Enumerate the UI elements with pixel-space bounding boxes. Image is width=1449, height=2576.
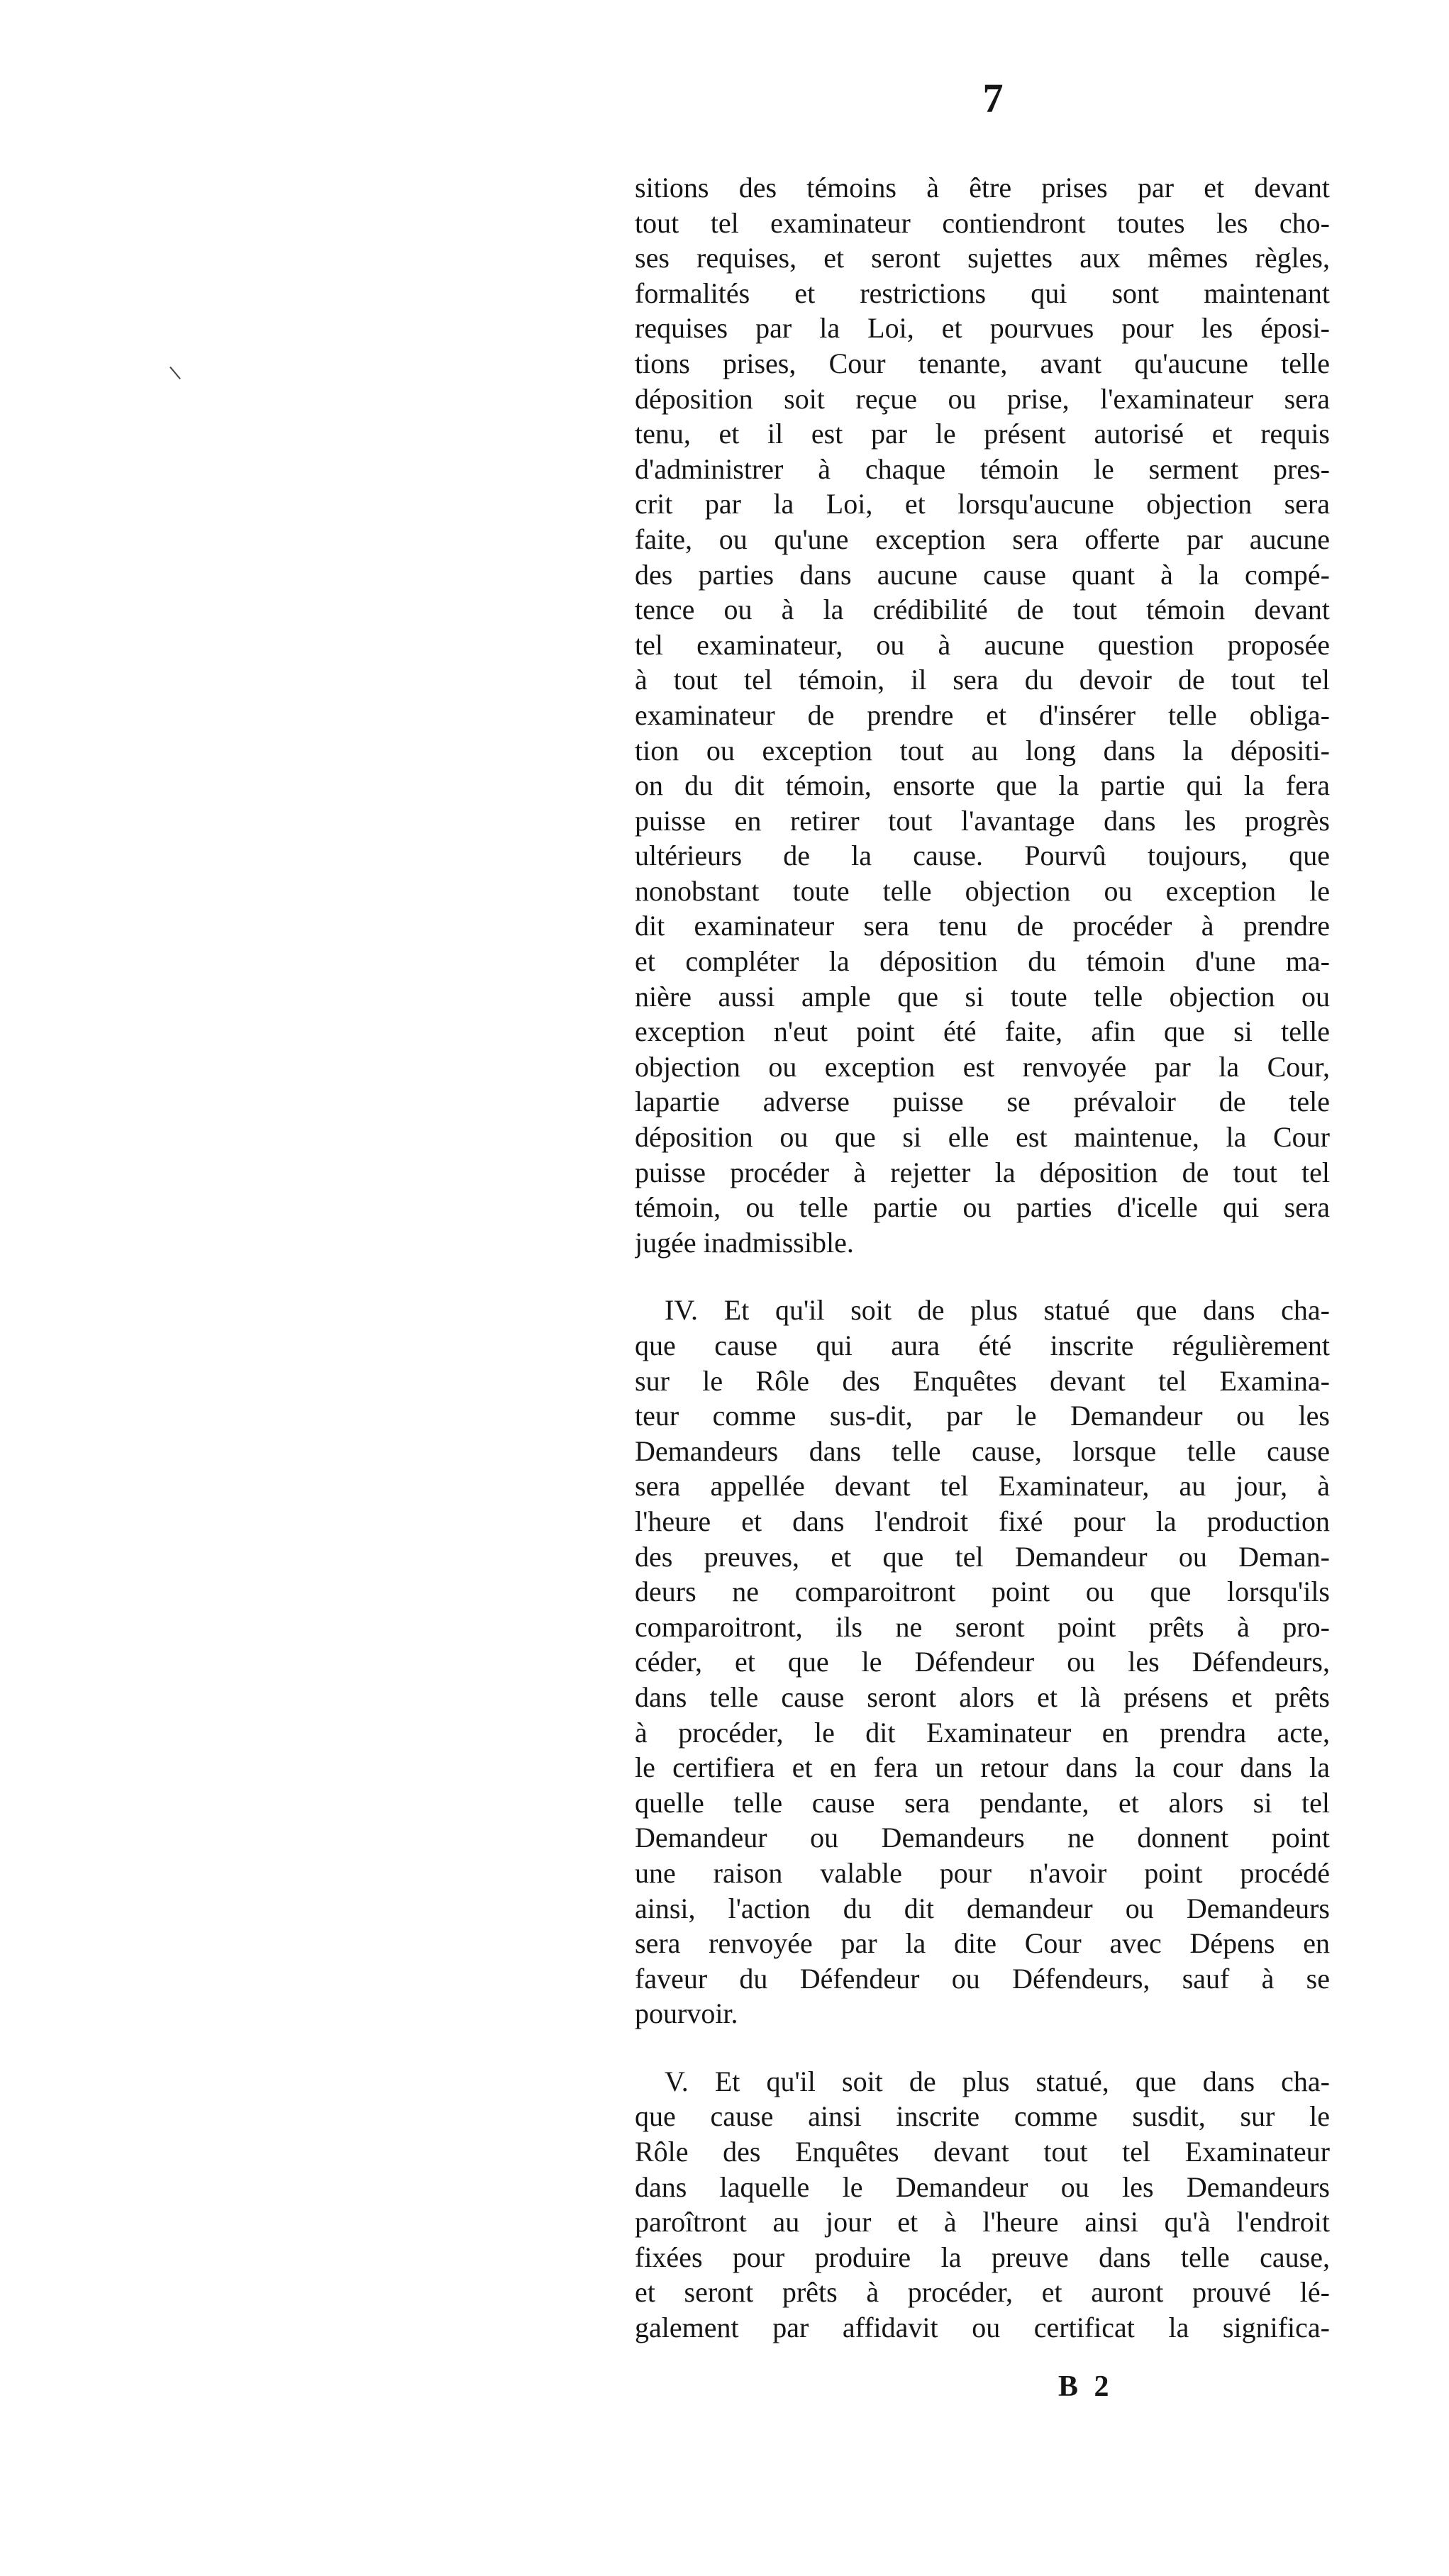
text-line: Demandeurs dans telle cause, lorsque telle cause	[635, 1434, 1330, 1467]
text-line: nonobstant toute telle objection ou exception le	[635, 874, 1330, 907]
text-line: paroîtront au jour et à l'heure ainsi qu'à l'endroit	[635, 2206, 1330, 2238]
text-line: Rôle des Enquêtes devant tout tel Examinateur	[635, 2136, 1330, 2168]
text-line: exception n'eut point été faite, afin que si telle	[635, 1015, 1330, 1048]
text-column	[635, 170, 1330, 2346]
text-line: examinateur de prendre et d'insérer telle obliga-	[635, 698, 1330, 731]
text-line: des parties dans aucune cause quant à la compé-	[635, 558, 1330, 591]
text-line: comparoitront, ils ne seront point prêts à pro-	[635, 1610, 1330, 1643]
text-line: teur comme sus-dit, par le Demandeur ou les	[635, 1400, 1330, 1432]
paragraph-v	[635, 2064, 1330, 2346]
text-line: que cause qui aura été inscrite régulièrement	[635, 1329, 1330, 1361]
text-line	[635, 1293, 1330, 1328]
text-line: céder, et que le Défendeur ou les Défendeurs,	[635, 1646, 1330, 1678]
text-line: à tout tel témoin, il sera du devoir de tout tel	[635, 664, 1330, 696]
text-line: et seront prêts à procéder, et auront prouvé lé-	[635, 2276, 1330, 2309]
paragraph-iv	[635, 1293, 1330, 2031]
signature-mark: B 2	[1058, 2370, 1114, 2403]
text-line: sur le Rôle des Enquêtes devant tel Examina-	[635, 1364, 1330, 1397]
text-line: tel examinateur, ou à aucune question proposée	[635, 628, 1330, 661]
text-line: sera appellée devant tel Examinateur, au jour, à	[635, 1470, 1330, 1502]
text-line: ainsi, l'action du dit demandeur ou Demandeurs	[635, 1892, 1330, 1924]
text-line: tout tel examinateur contiendront toutes les cho-	[635, 206, 1330, 239]
text-line: jugée inadmissible.	[635, 1226, 854, 1259]
text-line-content: IV. Et qu'il soit de plus statué que dans cha-	[665, 1294, 1330, 1327]
text-line: à procéder, le dit Examinateur en prendra acte,	[635, 1716, 1330, 1749]
text-line: lapartie adverse puisse se prévaloir de tele	[635, 1086, 1330, 1118]
text-line: quelle telle cause sera pendante, et alors si tel	[635, 1786, 1330, 1819]
text-line: sitions des témoins à être prises par et devant	[635, 172, 1330, 203]
text-line: le certifiera et en fera un retour dans la cour dans la	[635, 1751, 1330, 1784]
text-line: tion ou exception tout au long dans la dépositi-	[635, 734, 1330, 766]
text-line: faveur du Défendeur ou Défendeurs, sauf à se	[635, 1962, 1330, 1995]
text-line: tence ou à la crédibilité de tout témoin devant	[635, 593, 1330, 626]
text-line: ultérieurs de la cause. Pourvû toujours, que	[635, 840, 1330, 872]
text-line: dit examinateur sera tenu de procéder à prendre	[635, 910, 1330, 942]
paragraph-gap	[635, 1260, 1330, 1293]
text-line: tenu, et il est par le présent autorisé et requis	[635, 418, 1330, 450]
text-line: on du dit témoin, ensorte que la partie qui la fera	[635, 769, 1330, 802]
text-line: pourvoir.	[635, 1997, 738, 2030]
paragraph-gap	[635, 2031, 1330, 2064]
text-line: formalités et restrictions qui sont maintenant	[635, 277, 1330, 309]
text-line: puisse en retirer tout l'avantage dans les progrès	[635, 804, 1330, 837]
text-line: et compléter la déposition du témoin d'une ma-	[635, 945, 1330, 978]
text-line: requises par la Loi, et pourvues pour les éposi-	[635, 312, 1330, 345]
text-line: tions prises, Cour tenante, avant qu'aucune telle	[635, 347, 1330, 379]
text-line: déposition soit reçue ou prise, l'examinateur sera	[635, 382, 1330, 415]
text-line: puisse procéder à rejetter la déposition de tout tel	[635, 1156, 1330, 1188]
text-line: déposition ou que si elle est maintenue, la Cour	[635, 1121, 1330, 1154]
text-line: dans telle cause seront alors et là présens et prêts	[635, 1680, 1330, 1713]
text-line: une raison valable pour n'avoir point procédé	[635, 1856, 1330, 1889]
text-line: témoin, ou telle partie ou parties d'icelle qui sera	[635, 1191, 1330, 1224]
text-line: des preuves, et que tel Demandeur ou Deman-	[635, 1540, 1330, 1573]
paragraph-continuation	[635, 170, 1330, 1260]
text-line	[635, 2064, 1330, 2100]
text-line: galement par affidavit ou certificat la significa-	[635, 2312, 1330, 2344]
text-line: faite, ou qu'une exception sera offerte par aucune	[635, 523, 1330, 555]
text-line: l'heure et dans l'endroit fixé pour la production	[635, 1505, 1330, 1537]
text-line: crit par la Loi, et lorsqu'aucune objection sera	[635, 488, 1330, 520]
text-line: d'administrer à chaque témoin le serment pres-	[635, 452, 1330, 485]
text-line: objection ou exception est renvoyée par la Cour,	[635, 1050, 1330, 1083]
text-line: ses requises, et seront sujettes aux mêmes règles,	[635, 242, 1330, 274]
text-line: nière aussi ample que si toute telle objection ou	[635, 980, 1330, 1013]
text-line: que cause ainsi inscrite comme susdit, sur le	[635, 2100, 1330, 2133]
text-line: dans laquelle le Demandeur ou les Demandeurs	[635, 2170, 1330, 2203]
page-number: 7	[982, 75, 1004, 121]
text-line: sera renvoyée par la dite Cour avec Dépens en	[635, 1927, 1330, 1960]
text-line-content: V. Et qu'il soit de plus statué, que dans cha-	[665, 2065, 1330, 2097]
text-line: fixées pour produire la preuve dans telle cause,	[635, 2241, 1330, 2273]
text-line: Demandeur ou Demandeurs ne donnent point	[635, 1822, 1330, 1854]
ink-speck	[170, 367, 181, 379]
text-line: deurs ne comparoitront point ou que lorsqu'ils	[635, 1576, 1330, 1608]
